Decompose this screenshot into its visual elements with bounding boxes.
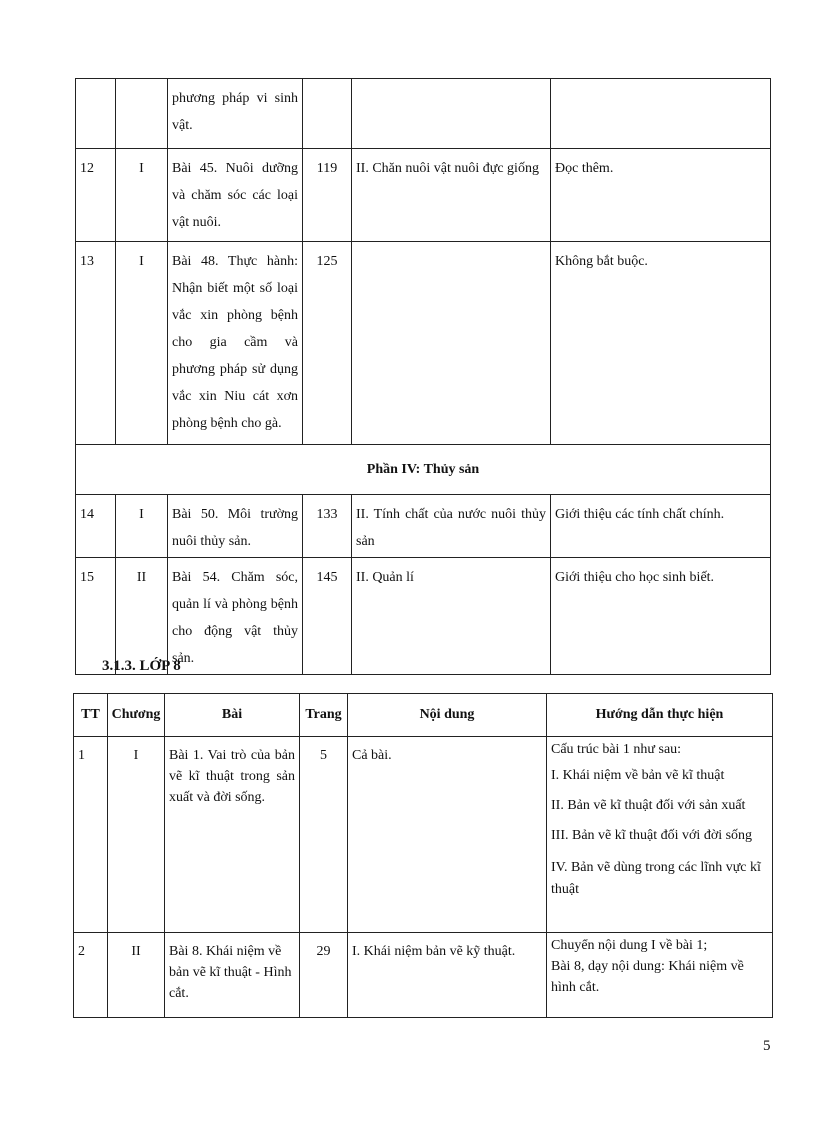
content-cell: I. Khái niệm bản vẽ kỹ thuật. xyxy=(348,933,547,1018)
header-row xyxy=(74,694,773,737)
column-header-content: Nội dung xyxy=(348,694,547,737)
tt-cell xyxy=(76,79,116,149)
tt-cell: 1 xyxy=(74,737,108,933)
guidance-cell: Không bắt buộc. xyxy=(551,242,771,445)
table-row xyxy=(76,558,771,675)
section-heading: Phần IV: Thủy sản xyxy=(76,445,771,495)
content-cell: II. Chăn nuôi vật nuôi đực giống xyxy=(352,149,551,242)
lesson-cell: Bài 54. Chăm sóc, quản lí và phòng bệnh cho động vật thủy sản. xyxy=(168,558,303,675)
page-cell: 125 xyxy=(303,242,352,445)
grade7-curriculum-table xyxy=(75,78,771,675)
lesson-cell: Bài 48. Thực hành: Nhận biết một số loại vắc xin phòng bệnh cho gia cầm và phương pháp sử dụng vắc xin Niu cát xơn phòng bệnh cho gà. xyxy=(168,242,303,445)
content-cell xyxy=(352,79,551,149)
table-row xyxy=(74,933,773,1018)
section-row xyxy=(76,445,771,495)
page-cell: 119 xyxy=(303,149,352,242)
guidance-line: Chuyển nội dung I về bài 1; xyxy=(551,938,708,953)
guidance-cell: Giới thiệu cho học sinh biết. xyxy=(551,558,771,675)
table-row xyxy=(76,149,771,242)
tt-cell: 13 xyxy=(76,242,116,445)
guidance-cell xyxy=(547,737,773,933)
column-header-page: Trang xyxy=(300,694,348,737)
guidance-cell: Giới thiệu các tính chất chính. xyxy=(551,495,771,558)
guidance-cell xyxy=(551,79,771,149)
chapter-cell xyxy=(116,79,168,149)
section-title: 3.1.3. LỚP 8 xyxy=(102,658,181,674)
chapter-cell: I xyxy=(108,737,165,933)
page-cell: 29 xyxy=(300,933,348,1018)
tt-cell: 12 xyxy=(76,149,116,242)
content-cell: II. Tính chất của nước nuôi thủy sản xyxy=(352,495,551,558)
content-cell: Cả bài. xyxy=(348,737,547,933)
lesson-cell: Bài 50. Môi trường nuôi thủy sản. xyxy=(168,495,303,558)
page-cell: 145 xyxy=(303,558,352,675)
column-header-tt: TT xyxy=(74,694,108,737)
content-cell: II. Quản lí xyxy=(352,558,551,675)
tt-cell: 15 xyxy=(76,558,116,675)
column-header-chapter: Chương xyxy=(108,694,165,737)
tt-cell: 14 xyxy=(76,495,116,558)
table-row xyxy=(76,495,771,558)
page-cell: 5 xyxy=(300,737,348,933)
guidance-line: IV. Bản vẽ dùng trong các lĩnh vực kĩ thuật xyxy=(551,860,761,897)
table-row xyxy=(74,737,773,933)
lesson-cell: Bài 8. Khái niệm về bản vẽ kĩ thuật - Hình cắt. xyxy=(165,933,300,1018)
chapter-cell: I xyxy=(116,495,168,558)
guidance-cell: Đọc thêm. xyxy=(551,149,771,242)
guidance-line: II. Bản vẽ kĩ thuật đối với sản xuất xyxy=(551,798,746,813)
guidance-line: I. Khái niệm về bản vẽ kĩ thuật xyxy=(551,768,725,783)
lesson-cell: Bài 1. Vai trò của bản vẽ kĩ thuật trong sản xuất và đời sống. xyxy=(165,737,300,933)
chapter-cell: I xyxy=(116,242,168,445)
lesson-cell: phương pháp vi sinh vật. xyxy=(168,79,303,149)
content-cell xyxy=(352,242,551,445)
guidance-line: III. Bản vẽ kĩ thuật đối với đời sống xyxy=(551,828,753,843)
column-header-lesson: Bài xyxy=(165,694,300,737)
chapter-cell: I xyxy=(116,149,168,242)
grade8-curriculum-table xyxy=(73,693,773,1018)
page-number: 5 xyxy=(763,1038,771,1054)
table-row xyxy=(76,242,771,445)
page-cell: 133 xyxy=(303,495,352,558)
guidance-line: Bài 8, dạy nội dung: Khái niệm về hình cắt. xyxy=(551,959,744,995)
table-row xyxy=(76,79,771,149)
page-cell xyxy=(303,79,352,149)
column-header-guidance: Hướng dẫn thực hiện xyxy=(547,694,773,737)
chapter-cell: II xyxy=(116,558,168,675)
guidance-cell xyxy=(547,933,773,1018)
lesson-cell: Bài 45. Nuôi dưỡng và chăm sóc các loại vật nuôi. xyxy=(168,149,303,242)
tt-cell: 2 xyxy=(74,933,108,1018)
guidance-line: Cấu trúc bài 1 như sau: xyxy=(551,742,682,757)
chapter-cell: II xyxy=(108,933,165,1018)
